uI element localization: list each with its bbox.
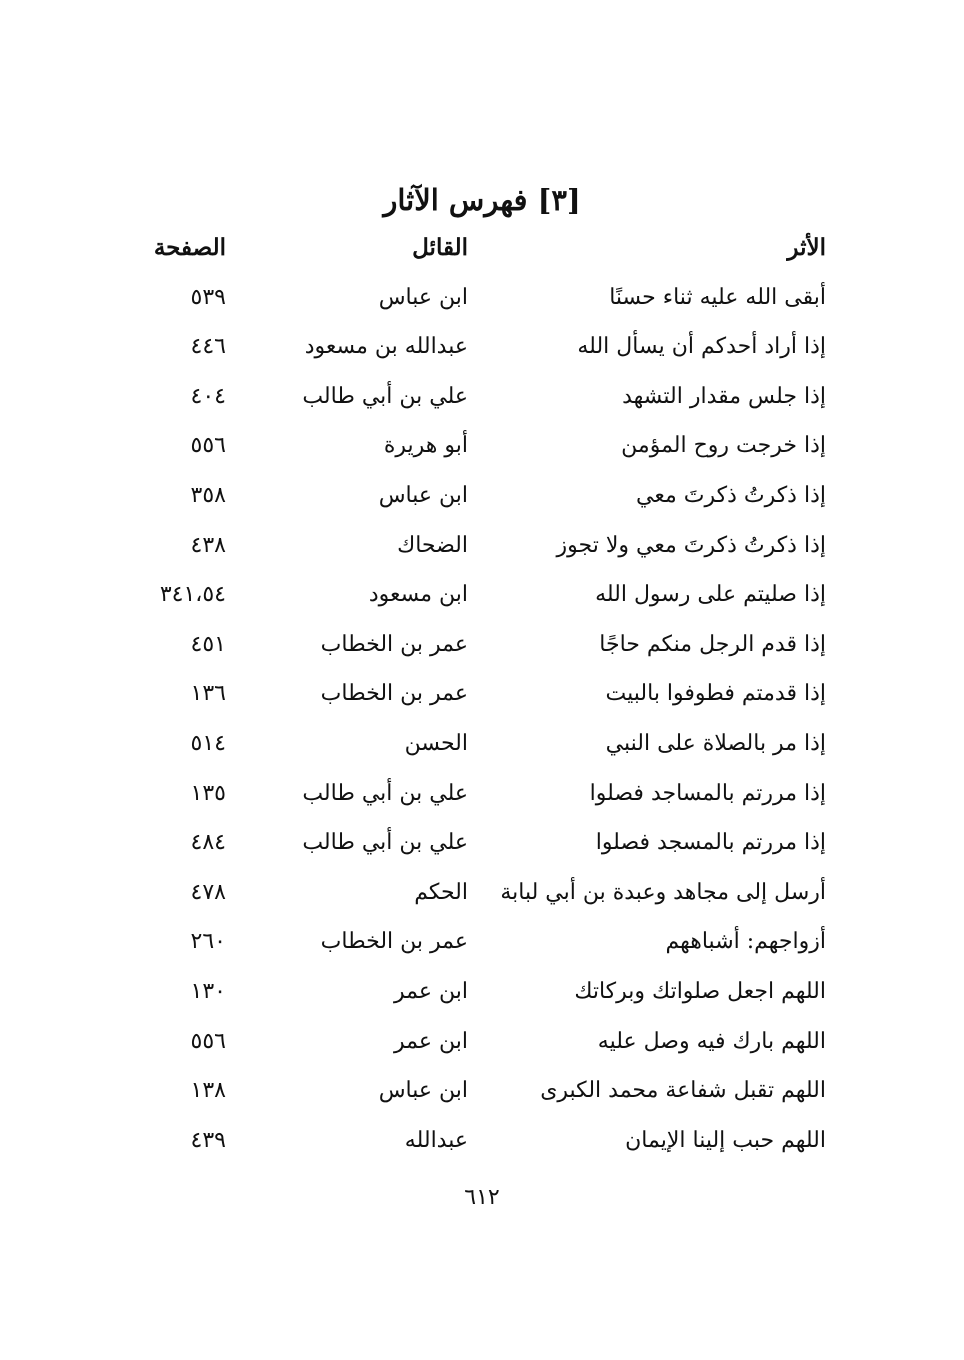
page-cell: ١٣٦ <box>190 681 226 707</box>
page-cell: ٤٣٩ <box>190 1127 226 1153</box>
athar-cell: إذا قدم الرجل منكم حاجًا <box>599 631 826 657</box>
athar-cell: إذا مر بالصلاة على النبي <box>605 730 826 756</box>
athar-cell: إذا خرجت روح المؤمن <box>621 433 826 459</box>
athar-index-table <box>0 226 964 1168</box>
qaail-cell: ابن عباس <box>378 482 468 508</box>
page-cell: ٤٤٦ <box>190 334 226 360</box>
table-row <box>0 1119 964 1169</box>
table-header-row <box>0 226 964 276</box>
page-cell: ٣٥٨ <box>190 482 226 508</box>
qaail-cell: علي بن أبي طالب <box>302 780 468 806</box>
athar-cell: اللهم حبب إلينا الإيمان <box>625 1127 826 1153</box>
table-row <box>0 623 964 673</box>
table-row <box>0 1069 964 1119</box>
athar-cell: إذا أراد أحدكم أن يسأل الله <box>577 334 826 360</box>
table-body <box>0 276 964 1169</box>
page-cell: ٥١٤ <box>190 730 226 756</box>
qaail-cell: ابن مسعود <box>368 582 468 608</box>
athar-cell: إذا صليتم على رسول الله <box>595 582 826 608</box>
qaail-cell: عبدالله <box>404 1127 468 1153</box>
qaail-cell: علي بن أبي طالب <box>302 830 468 856</box>
athar-cell: إذا مررتم بالمساجد فصلوا <box>589 780 826 806</box>
qaail-cell: عمر بن الخطاب <box>320 681 468 707</box>
table-row <box>0 772 964 822</box>
athar-cell: أزواجهم: أشباههم <box>665 929 826 955</box>
athar-cell: اللهم بارك فيه وصل عليه <box>597 1028 826 1054</box>
page-cell: ١٣٨ <box>190 1078 226 1104</box>
athar-cell: أبقى الله عليه ثناء حسنًا <box>609 284 826 310</box>
athar-cell: إذا جلس مقدار التشهد <box>622 383 826 409</box>
athar-cell: إذا مررتم بالمسجد فصلوا <box>595 830 826 856</box>
page-cell: ٤٥١ <box>190 631 226 657</box>
qaail-cell: عبدالله بن مسعود <box>304 334 468 360</box>
page-cell: ٢٦٠ <box>190 929 226 955</box>
table-row <box>0 375 964 425</box>
qaail-cell: أبو هريرة <box>383 433 468 459</box>
table-row <box>0 276 964 326</box>
athar-cell: إذا ذكرتُ ذكرتَ معي ولا تجوز <box>556 532 826 558</box>
qaail-cell: عمر بن الخطاب <box>320 929 468 955</box>
table-row <box>0 722 964 772</box>
table-row <box>0 474 964 524</box>
page-cell: ٤٣٨ <box>190 532 226 558</box>
table-row <box>0 325 964 375</box>
qaail-cell: عمر بن الخطاب <box>320 631 468 657</box>
column-header-athar: الأثر <box>787 234 826 261</box>
athar-cell: اللهم تقبل شفاعة محمد الكبرى <box>540 1078 826 1104</box>
page-cell: ٤٨٤ <box>190 830 226 856</box>
qaail-cell: علي بن أبي طالب <box>302 383 468 409</box>
column-header-page: الصفحة <box>153 234 226 261</box>
page-number: ٦١٢ <box>464 1185 500 1210</box>
athar-cell: إذا ذكرتُ ذكرتَ معي <box>636 482 826 508</box>
table-row <box>0 871 964 921</box>
table-row <box>0 424 964 474</box>
page-title: [٣] فهرس الآثار <box>383 183 581 217</box>
page-cell: ٣٤١،٥٤ <box>159 582 226 608</box>
qaail-cell: ابن عمر <box>394 978 468 1004</box>
qaail-cell: ابن عباس <box>378 1078 468 1104</box>
qaail-cell: الحكم <box>414 879 468 905</box>
table-row <box>0 970 964 1020</box>
table-row <box>0 920 964 970</box>
page-cell: ١٣٥ <box>190 780 226 806</box>
column-header-qaail: القائل <box>412 234 468 261</box>
page-cell: ٤٧٨ <box>190 879 226 905</box>
table-row <box>0 672 964 722</box>
qaail-cell: ابن عمر <box>394 1028 468 1054</box>
qaail-cell: الحسن <box>404 730 468 756</box>
table-row <box>0 1020 964 1070</box>
qaail-cell: ابن عباس <box>378 284 468 310</box>
athar-cell: إذا قدمتم فطوفوا بالبيت <box>605 681 826 707</box>
table-row <box>0 821 964 871</box>
page-cell: ٥٥٦ <box>190 433 226 459</box>
page-cell: ٥٣٩ <box>190 284 226 310</box>
table-row <box>0 573 964 623</box>
qaail-cell: الضحاك <box>397 532 468 558</box>
page-cell: ٥٥٦ <box>190 1028 226 1054</box>
athar-cell: أرسل إلى مجاهد وعبدة بن أبي لبابة <box>500 879 826 905</box>
page-cell: ٤٠٤ <box>190 383 226 409</box>
athar-cell: اللهم اجعل صلواتك وبركاتك <box>574 978 826 1004</box>
page-cell: ١٣٠ <box>190 978 226 1004</box>
table-row <box>0 524 964 574</box>
